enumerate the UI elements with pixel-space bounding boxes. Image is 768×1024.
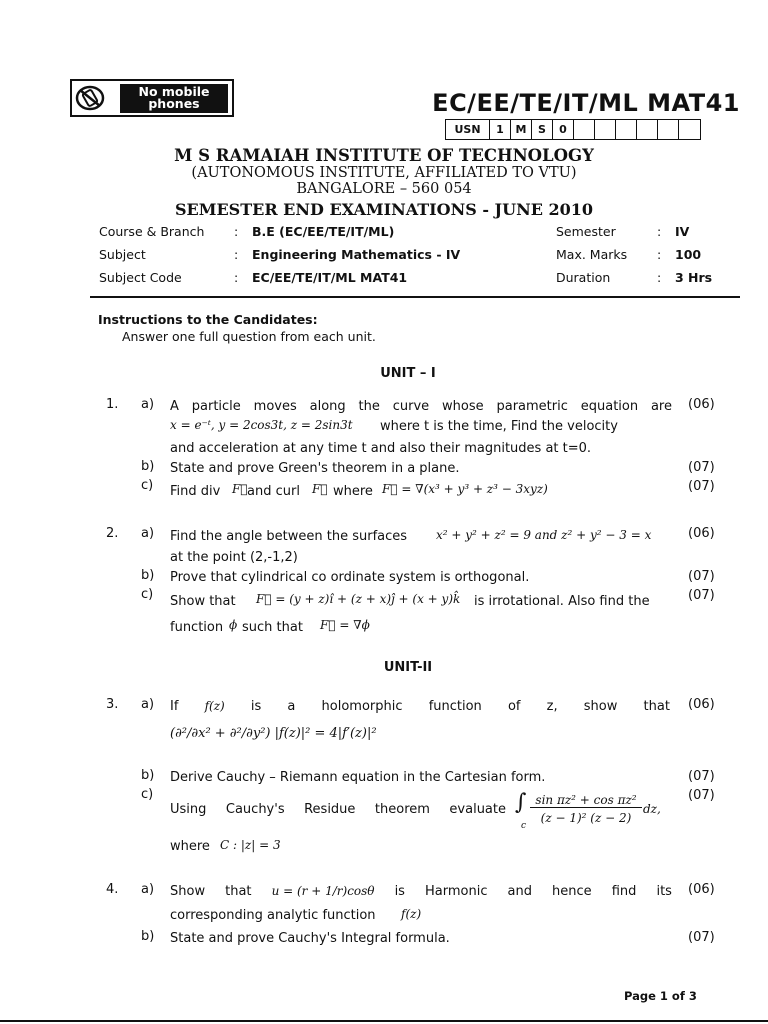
meta-value-semester: IV xyxy=(675,224,690,239)
equation: F⃗ = ∇ϕ xyxy=(320,618,370,632)
question-text: Using Cauchy's Residue theorem evaluate xyxy=(170,802,506,817)
meta-value-subject: Engineering Mathematics - IV xyxy=(252,247,461,262)
usn-cell: M xyxy=(511,120,532,139)
unit-heading: UNIT – I xyxy=(380,366,436,381)
equation: x = e⁻ᵗ, y = 2cos3t, z = 2sin3t xyxy=(170,418,353,432)
dz: dz, xyxy=(643,802,661,816)
question-text: where t is the time, Find the velocity xyxy=(380,419,618,434)
marks: (06) xyxy=(688,697,715,712)
usn-cell: 1 xyxy=(490,120,511,139)
equation: F⃗ = (y + z)î + (z + x)ĵ + (x + y)k̂ xyxy=(256,592,461,606)
question-text: Find div xyxy=(170,484,221,499)
meta-colon: : xyxy=(657,270,662,285)
meta-colon: : xyxy=(234,247,239,262)
question-number: 2. xyxy=(106,526,119,541)
meta-label-duration: Duration xyxy=(556,270,611,285)
question-text: Show that u = (r + 1/r)cosθ is Harmonic and hence find its xyxy=(170,884,672,899)
phi-symbol: ϕ xyxy=(229,618,238,632)
question-part: a) xyxy=(141,882,155,897)
question-text: If f(z) is a holomorphic function of z, show that xyxy=(170,699,670,714)
usn-label: USN xyxy=(446,120,490,139)
equation: F⃗ = ∇(x³ + y³ + z³ − 3xyz) xyxy=(382,482,548,496)
instructions-title: Instructions to the Candidates: xyxy=(98,312,318,327)
unit-heading: UNIT-II xyxy=(383,660,433,675)
meta-colon: : xyxy=(234,270,239,285)
meta-value-marks: 100 xyxy=(675,247,702,262)
marks: (07) xyxy=(688,460,715,475)
question-text: State and prove Cauchy's Integral formula. xyxy=(170,931,450,946)
usn-cell xyxy=(595,120,616,139)
meta-label-course: Course & Branch xyxy=(99,224,205,239)
exam-title: SEMESTER END EXAMINATIONS - JUNE 2010 xyxy=(175,200,593,219)
marks: (07) xyxy=(688,788,715,803)
question-text: and curl xyxy=(247,484,300,499)
equation: (∂²/∂x² + ∂²/∂y²) |f(z)|² = 4|f′(z)|² xyxy=(170,726,377,741)
marks: (06) xyxy=(688,397,715,412)
question-part: b) xyxy=(141,768,155,783)
marks: (07) xyxy=(688,769,715,784)
question-text: function xyxy=(170,620,224,635)
question-part: a) xyxy=(141,697,155,712)
no-phone-icon xyxy=(74,84,106,112)
meta-label-subject: Subject xyxy=(99,247,146,262)
question-text: Derive Cauchy – Riemann equation in the Cartesian form. xyxy=(170,770,546,785)
affiliation: (AUTONOMOUS INSTITUTE, AFFILIATED TO VTU) xyxy=(191,165,577,181)
question-text: where xyxy=(170,839,210,854)
question-number: 1. xyxy=(106,397,119,412)
question-part: b) xyxy=(141,929,155,944)
usn-box xyxy=(445,119,701,140)
question-text: Show that xyxy=(170,594,236,609)
meta-value-duration: 3 Hrs xyxy=(675,270,713,285)
fraction-numerator: sin πz² + cos πz² xyxy=(530,793,642,808)
integral-sign: ∫ xyxy=(515,790,527,815)
footer-rule xyxy=(0,1020,768,1022)
question-text: and acceleration at any time t and also their magnitudes at t=0. xyxy=(170,441,592,456)
no-mobile-text: No mobile phones xyxy=(120,84,228,113)
meta-colon: : xyxy=(657,247,662,262)
question-text: corresponding analytic function xyxy=(170,908,376,923)
usn-cell xyxy=(574,120,595,139)
question-part: c) xyxy=(141,478,154,493)
usn-cell: 0 xyxy=(553,120,574,139)
question-part: b) xyxy=(141,459,155,474)
header-rule xyxy=(90,296,740,298)
marks: (07) xyxy=(688,930,715,945)
vector-f: F⃗ xyxy=(232,482,248,496)
question-number: 3. xyxy=(106,697,119,712)
marks: (06) xyxy=(688,526,715,541)
page-number: Page 1 of 3 xyxy=(624,989,697,1003)
question-text: at the point (2,-1,2) xyxy=(170,550,298,565)
usn-cell: S xyxy=(532,120,553,139)
marks: (07) xyxy=(688,588,715,603)
question-part: a) xyxy=(141,397,155,412)
question-text: A particle moves along the curve whose parametric equation are xyxy=(170,399,672,414)
marks: (06) xyxy=(688,882,715,897)
marks: (07) xyxy=(688,569,715,584)
question-text: is irrotational. Also find the xyxy=(474,594,650,609)
fraction-denominator: (z − 1)² (z − 2) xyxy=(540,811,632,825)
question-text: such that xyxy=(242,620,303,635)
vector-f: F⃗ xyxy=(312,482,328,496)
institute-name: M S RAMAIAH INSTITUTE OF TECHNOLOGY xyxy=(174,146,594,165)
meta-label-marks: Max. Marks xyxy=(556,247,628,262)
instructions-body: Answer one full question from each unit. xyxy=(122,329,376,344)
question-text: Find the angle between the surfaces xyxy=(170,529,408,544)
equation: C : |z| = 3 xyxy=(220,838,281,852)
meta-label-code: Subject Code xyxy=(99,270,182,285)
question-part: c) xyxy=(141,787,154,802)
question-part: c) xyxy=(141,587,154,602)
question-text: where xyxy=(333,484,373,499)
usn-cell xyxy=(616,120,637,139)
city: BANGALORE – 560 054 xyxy=(296,181,472,197)
usn-cell xyxy=(658,120,679,139)
usn-cell xyxy=(679,120,700,139)
meta-label-semester: Semester xyxy=(556,224,616,239)
usn-cell xyxy=(637,120,658,139)
function-f: f(z) xyxy=(401,907,422,921)
no-mobile-badge xyxy=(70,79,234,117)
meta-colon: : xyxy=(234,224,239,239)
equation: x² + y² + z² = 9 and z² + y² − 3 = x xyxy=(436,528,652,542)
question-part: a) xyxy=(141,526,155,541)
marks: (07) xyxy=(688,479,715,494)
question-text: State and prove Green's theorem in a plane. xyxy=(170,461,460,476)
meta-value-code: EC/EE/TE/IT/ML MAT41 xyxy=(252,270,408,285)
contour-subscript: c xyxy=(521,821,527,831)
meta-value-course: B.E (EC/EE/TE/IT/ML) xyxy=(252,224,395,239)
question-number: 4. xyxy=(106,882,119,897)
question-text: Prove that cylindrical co ordinate system is orthogonal. xyxy=(170,570,530,585)
paper-code: EC/EE/TE/IT/ML MAT41 xyxy=(432,89,740,117)
meta-colon: : xyxy=(657,224,662,239)
question-part: b) xyxy=(141,568,155,583)
